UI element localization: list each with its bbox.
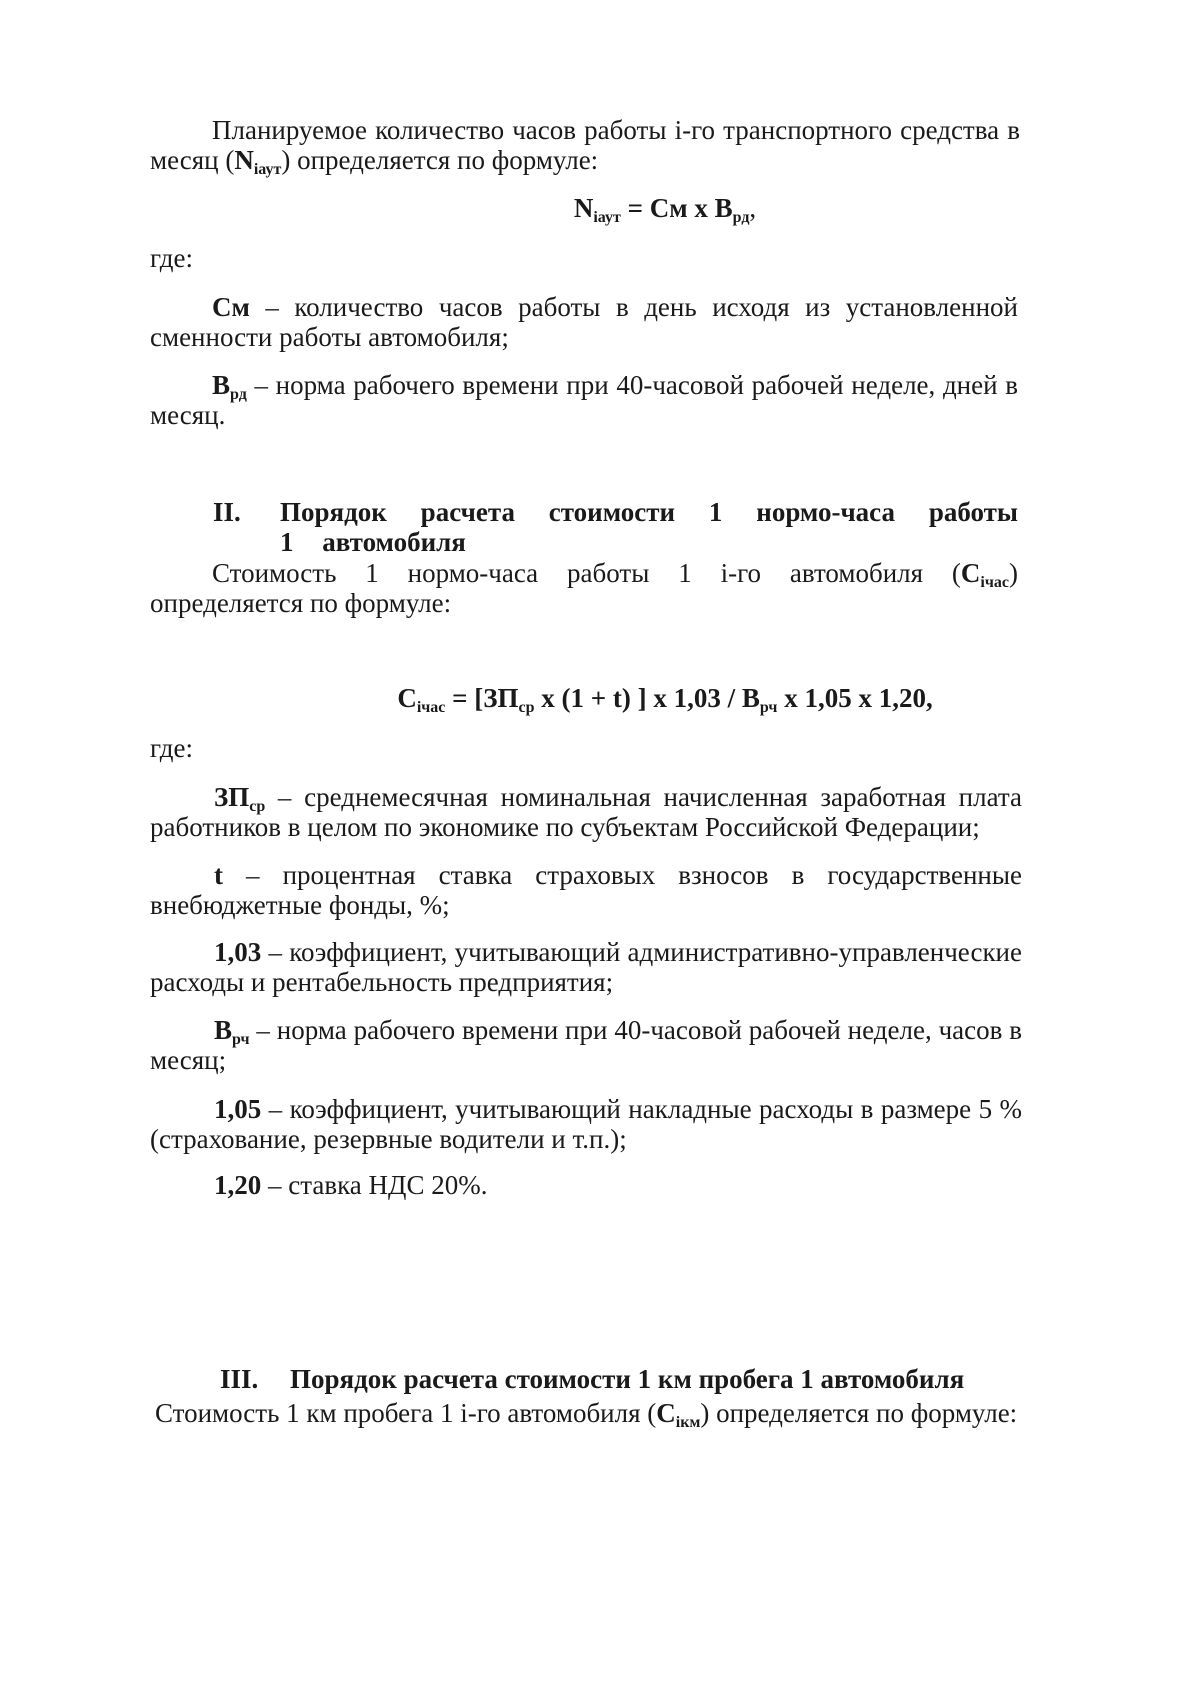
section-3-paragraph: Стоимость 1 км пробега 1 i-го автомобиля $(С_{iкм})$ определяется по формуле:	[155, 1398, 1018, 1431]
section-2-number: II.	[213, 497, 241, 527]
definition-1-05: 1,05 – коэффициент, учитывающий накладные расходы в размере 5 % (страхование, резервные водители и т.п.);	[150, 1094, 1022, 1154]
formula-working-hours: $N_{iаут}$ = См х $В_{рд}$,	[573, 193, 757, 226]
section-3-heading	[220, 1364, 964, 1394]
definition-1-03: 1,03 – коэффициент, учитывающий административно-управленческие расходы и рентабельность предприятия;	[150, 937, 1022, 997]
section-2-title: Порядок расчета стоимости 1 нормо-часа работы 1 автомобиля	[280, 497, 1018, 557]
intro-paragraph	[150, 115, 1020, 178]
intro-line-1: Планируемое количество часов работы i-го транспортного средства в	[212, 115, 1020, 145]
definition-vrd: $В_{рд}$ – норма рабочего времени при 40-часовой рабочей неделе, дней в месяц.	[150, 370, 1018, 430]
definition-1-20: 1,20 – ставка НДС 20%.	[214, 1170, 488, 1200]
where-label-2: где:	[150, 733, 193, 763]
definition-vrch: $В_{рч}$ – норма рабочего времени при 40-часовой рабочей неделе, часов в месяц;	[150, 1015, 1022, 1075]
section-2-paragraph: Стоимость 1 нормо-часа работы 1 i-го автомобиля $(С_{iчас})$ определяется по формуле:	[150, 558, 1018, 618]
formula-hour-cost: $С_{iчас} = [ЗП_{ср}$ х (1 + t) ] х $1,03 / В_{рч}$ х 1,05 х 1,20,	[397, 683, 933, 716]
section-3-number: III.	[220, 1364, 259, 1394]
definition-zp: $ЗП_{ср}$ – среднемесячная номинальная начисленная заработная плата работников в целом по экономике по субъектам Российской Федерации;	[150, 782, 1022, 842]
section-3-title: Порядок расчета стоимости 1 км пробега 1 автомобиля	[290, 1364, 965, 1394]
where-label-1: где:	[150, 243, 193, 273]
definition-t: t – процентная ставка страховых взносов в государственные внебюджетные фонды, %;	[150, 860, 1022, 920]
definition-sm: См – количество часов работы в день исходя из установленной сменности работы автомобиля;	[150, 292, 1018, 352]
intro-line-2: месяц $(N_{iаут})$ определяется по формуле:	[150, 145, 599, 178]
